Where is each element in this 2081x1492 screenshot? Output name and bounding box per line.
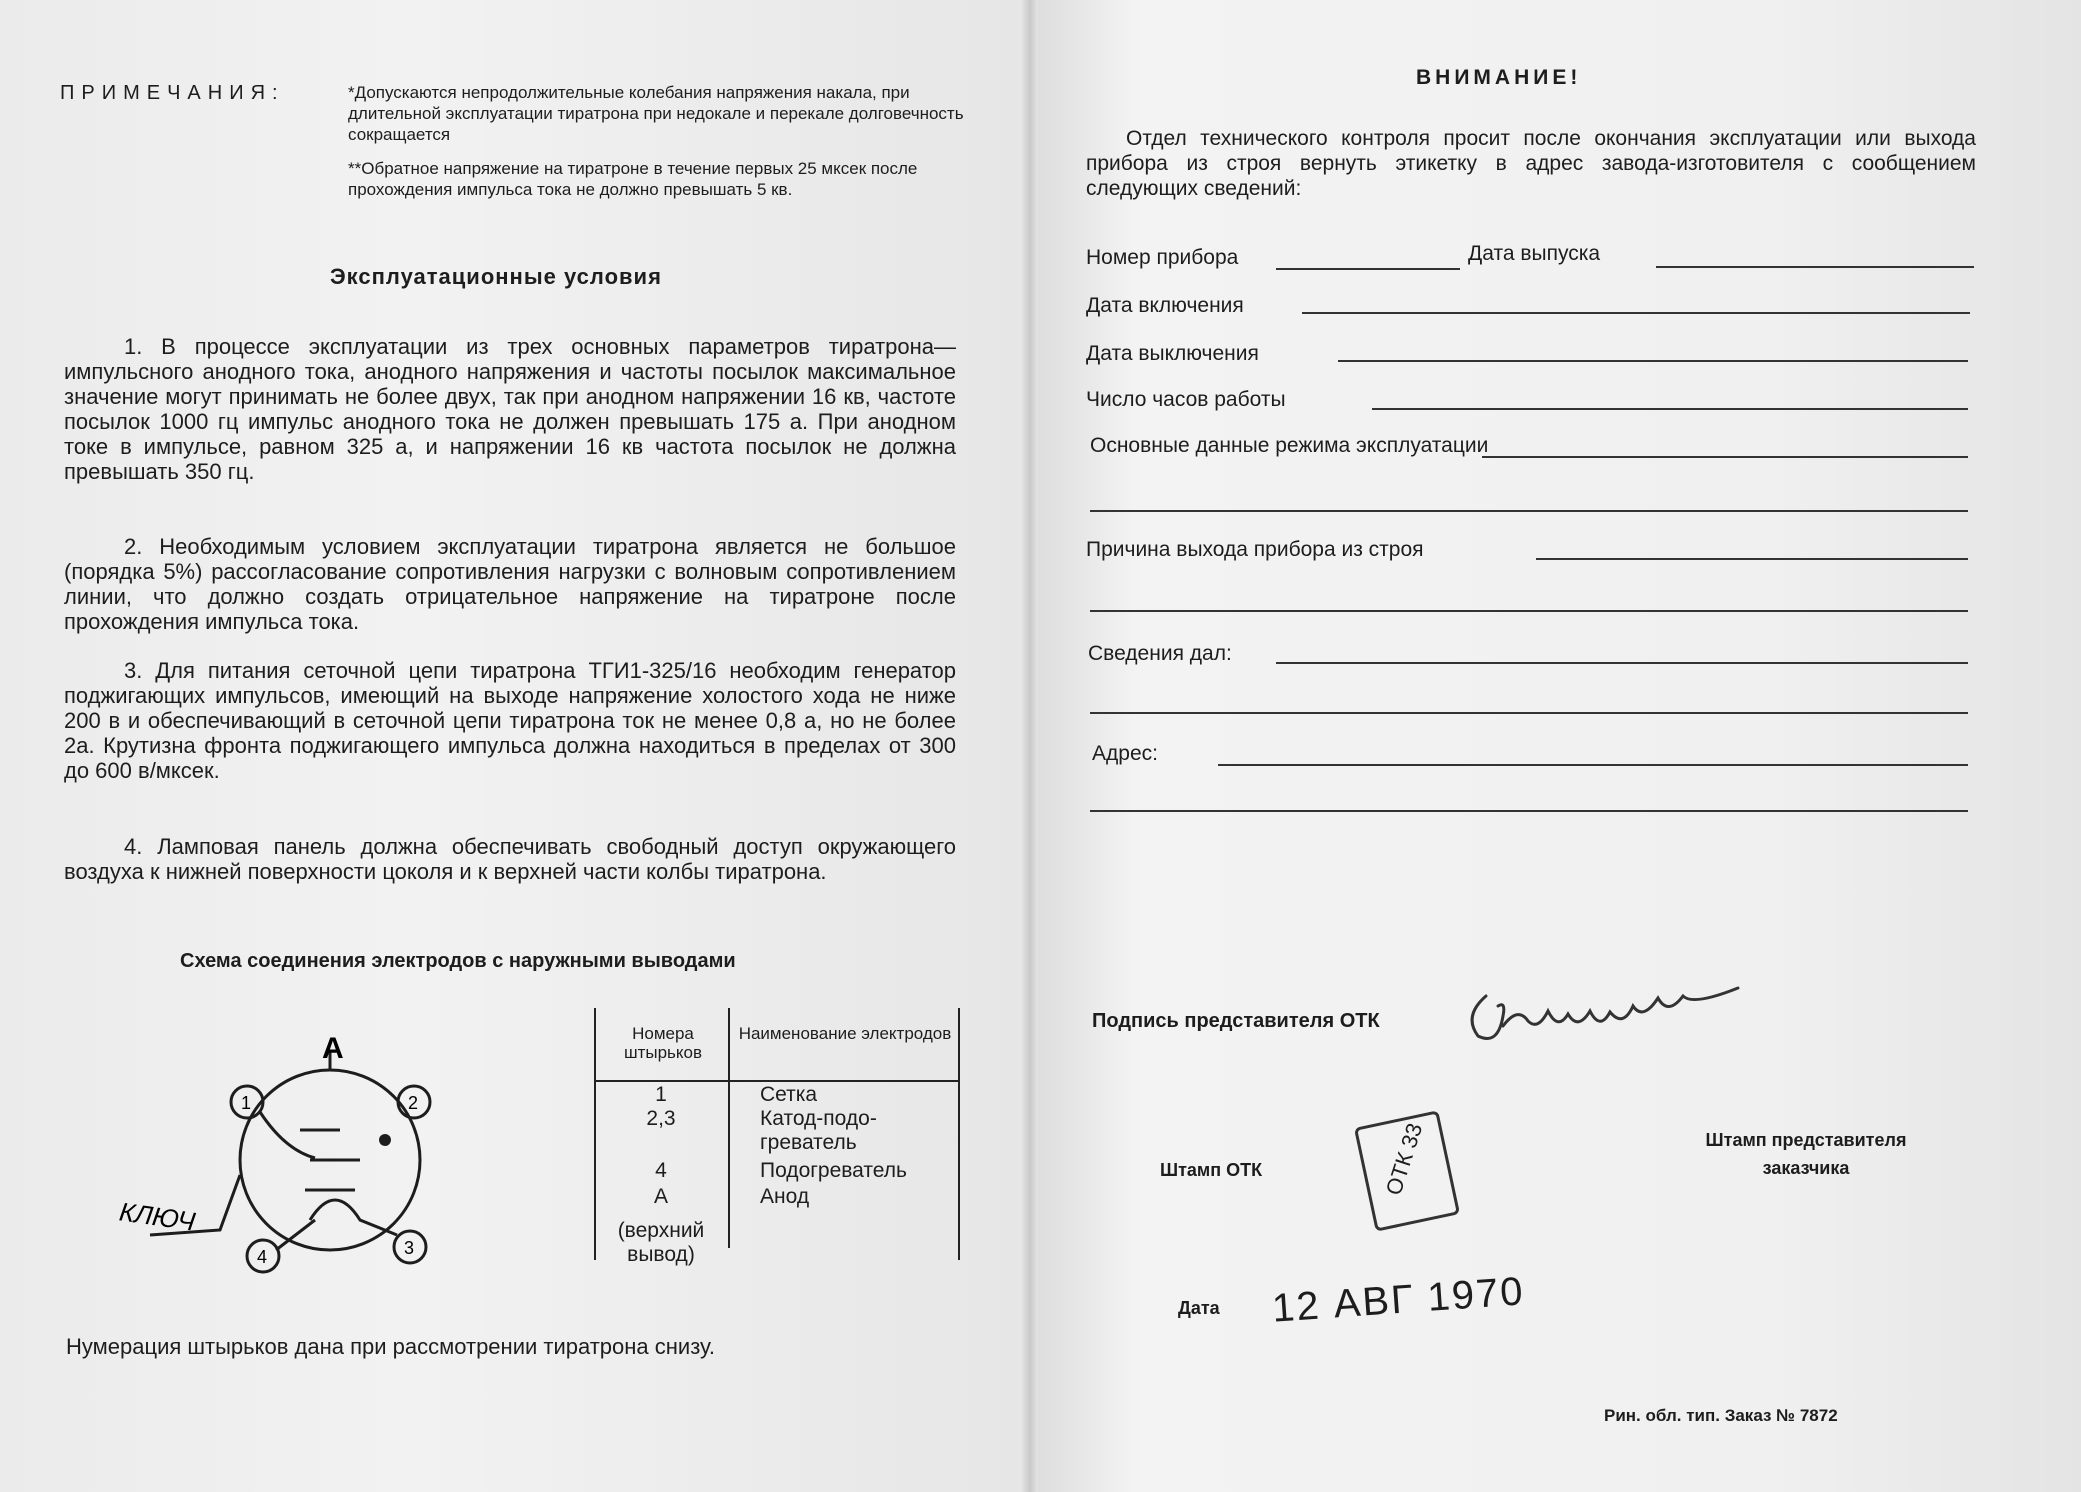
conditions-title: Эксплуатационные условия — [330, 264, 662, 289]
off-date-line[interactable] — [1338, 360, 1968, 362]
table-row-2-name: Катод-подо- — [760, 1107, 877, 1130]
table-row-5-name: Анод — [760, 1185, 810, 1208]
signature-drawing — [1458, 976, 1748, 1056]
failure-reason-line-1[interactable] — [1536, 558, 1968, 560]
table-row-1-name: Сетка — [760, 1083, 818, 1106]
hours-label: Число часов работы — [1086, 388, 1286, 411]
address-line-2[interactable] — [1090, 810, 1968, 812]
paragraph-4-text: 4. Ламповая панель должна обеспечивать свободный доступ окружающего воздуха к нижней поверхности цоколя и к верхней части колбы тиратрона. — [64, 834, 956, 884]
table-row-4-pin: 4 — [655, 1159, 667, 1182]
main-data-label: Основные данные режима эксплуатации — [1090, 434, 1489, 457]
table-header-line — [594, 1080, 960, 1082]
table-row-5-pin: А — [653, 1185, 668, 1208]
key-label: КЛЮЧ — [117, 1196, 198, 1237]
printer-info: Рин. обл. тип. Заказ № 7872 — [1604, 1406, 1838, 1425]
table-col1-header: Номера штырьков — [623, 1024, 703, 1062]
paragraph-2-text: 2. Необходимым условием эксплуатации тиратрона является не большое (порядка 5%) рассогласование сопротивления нагрузки с волновым сопротивлением линии, что должно создать отрицательное напряжение на тиратроне после прохождения импульса тока. — [64, 534, 956, 634]
pin-1-label: 1 — [241, 1093, 252, 1113]
note-2: **Обратное напряжение на тиратроне в течение первых 25 мксек после прохождения импульса тока не должно превышать 5 кв. — [348, 159, 918, 199]
paragraph-4 — [64, 834, 956, 884]
on-date-label: Дата включения — [1086, 294, 1244, 317]
table-row-6-pin: (верхний — [617, 1219, 705, 1242]
anode-label: A — [322, 1032, 344, 1065]
issue-date-line[interactable] — [1656, 266, 1974, 268]
table-row-2-pin: 2,3 — [646, 1107, 676, 1130]
grid-wire — [260, 1112, 315, 1158]
issue-date-label: Дата выпуска — [1468, 242, 1601, 265]
failure-reason-line-2[interactable] — [1090, 610, 1968, 612]
key-dot — [379, 1134, 391, 1146]
notes-label: ПРИМЕЧАНИЯ: — [60, 82, 285, 104]
paragraph-1 — [64, 334, 956, 484]
table-row-4-name: Подогреватель — [760, 1159, 907, 1182]
right-page — [1030, 0, 2081, 1492]
address-label: Адрес: — [1092, 742, 1158, 765]
hours-line[interactable] — [1372, 408, 1968, 410]
customer-stamp-label: Штамп представителя заказчика — [1705, 1130, 1907, 1178]
paragraph-1-text: 1. В процессе эксплуатации из трех основных параметров тиратрона—импульсного анодного тока, анодного напряжения и частоты посылок максимальное значение могут принимать не более двух, так при анодном напряжении 16 кв, частоте посылок 1000 гц импульс анодного тока не должен превышать 175 а. При анодном токе в импульсе, равном 325 а, и напряжении 16 кв частота посылок не должна превышать 350 гц. — [64, 334, 956, 484]
stamp-otk-label: Штамп ОТК — [1160, 1160, 1263, 1180]
device-number-label: Номер прибора — [1086, 246, 1239, 269]
address-line-1[interactable] — [1218, 764, 1968, 766]
table-col2-header: Наименование электродов — [738, 1024, 952, 1043]
pin-3-label: 3 — [404, 1238, 415, 1258]
attention-title: ВНИМАНИЕ! — [1416, 66, 1582, 89]
on-date-line[interactable] — [1302, 312, 1970, 314]
paragraph-3 — [64, 658, 956, 783]
device-number-line[interactable] — [1276, 268, 1460, 270]
paragraph-2 — [64, 534, 956, 634]
main-data-line-2[interactable] — [1090, 510, 1968, 512]
cathode-wire — [310, 1200, 397, 1235]
otk-stamp-text: ОТК 33 — [1380, 1120, 1428, 1199]
provided-by-line-2[interactable] — [1090, 712, 1968, 714]
table-row-7-pin: вывод) — [627, 1243, 695, 1266]
signature-label: Подпись представителя ОТК — [1092, 1010, 1380, 1032]
date-stamp: 12 АВГ 1970 — [1270, 1269, 1526, 1331]
table-right-border — [958, 1008, 960, 1260]
page-fold — [1022, 0, 1038, 1492]
date-label: Дата — [1178, 1298, 1220, 1318]
pin-2-label: 2 — [408, 1093, 419, 1113]
pin-4-label: 4 — [257, 1247, 268, 1267]
note-1: *Допускаются непродолжительные колебания напряжения накала, при длительной эксплуатации тиратрона при недокале и перекале долговечность сокращается — [348, 83, 964, 144]
table-row-1-pin: 1 — [655, 1083, 667, 1106]
table-divider — [728, 1008, 730, 1248]
pin-diagram — [110, 1030, 450, 1290]
main-data-line-1[interactable] — [1482, 456, 1968, 458]
scheme-title: Схема соединения электродов с наружными выводами — [180, 950, 736, 972]
failure-reason-label: Причина выхода прибора из строя — [1086, 538, 1424, 561]
provided-by-label: Сведения дал: — [1088, 642, 1232, 665]
table-row-3-name: греватель — [760, 1131, 857, 1154]
off-date-label: Дата выключения — [1086, 342, 1259, 365]
intro-text: Отдел технического контроля просит после окончания эксплуатации или выхода прибора из строя вернуть этикетку в адрес завода-изготовителя с сообщением следующих сведений: — [1086, 127, 1976, 200]
paragraph-3-text: 3. Для питания сеточной цепи тиратрона ТГИ1-325/16 необходим генератор поджигающих импульсов, имеющий на выходе напряжение холостого хода не ниже 200 в и обеспечивающий в сеточной цепи тиратрона ток не менее 0,8 а, но не более 2а. Крутизна фронта поджигающего импульса должна находиться в пределах от 300 до 600 в/мксек. — [64, 658, 956, 783]
internal-electrodes — [300, 1130, 360, 1190]
numbering-footer: Нумерация штырьков дана при рассмотрении тиратрона снизу. — [66, 1334, 715, 1359]
provided-by-line-1[interactable] — [1276, 662, 1968, 664]
